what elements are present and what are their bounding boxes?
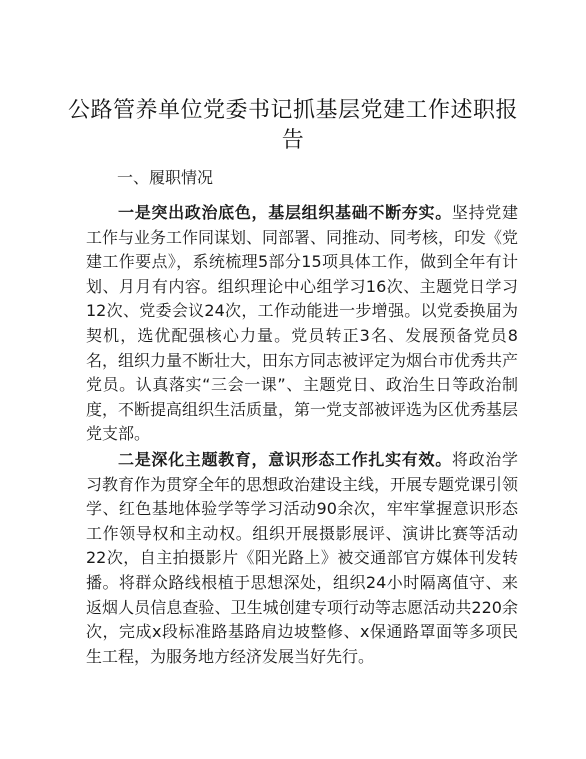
paragraph-2-lead: 二是深化主题教育，意识形态工作扎实有效。 xyxy=(118,450,452,469)
paragraph-1-body: 坚持党建工作与业务工作同谋划、同部署、同推动、同考核，印发《党建工作要点》，系统梳理5部分15项具体工作，做到全年有计划、月月有内容。组织理论中心组学习16次、主题党日学习12次、党委会议24次，工作动能进一步增强。以党委换届为契机，选优配强核心力量。党员转正3名、发展预备党员8名，组织力量不断壮大，田东方同志被评定为烟台市优秀共产党员。认真落实“三会一课”、主题党日、政治生日等政治制度，不断提高组织生活质量，第一党支部被评选为区优秀基层党支部。 xyxy=(86,203,519,444)
paragraph-2-body: 将政治学习教育作为贯穿全年的思想政治建设主线，开展专题党课引领学、红色基地体验学等学习活动90余次，牢牢掌握意识形态工作领导权和主动权。组织开展摄影展评、演讲比赛等活动22次，自主拍摄影片《阳光路上》被交通部官方媒体刊发转播。将群众路线根植于思想深处，组织24小时隔离值守、来返烟人员信息查验、卫生城创建专项行动等志愿活动共220余次，完成x段标准路基路肩边坡整修、x保通路罩面等多项民生工程，为服务地方经济发展当好先行。 xyxy=(86,450,519,666)
paragraph-1 xyxy=(86,201,518,447)
paragraph-1-lead: 一是突出政治底色，基层组织基础不断夯实。 xyxy=(118,203,452,222)
document-title: 公路管养单位党委书记抓基层党建工作述职报告 xyxy=(67,98,518,153)
section-heading: 一、履职情况 xyxy=(117,168,214,187)
paragraph-2 xyxy=(86,448,518,669)
